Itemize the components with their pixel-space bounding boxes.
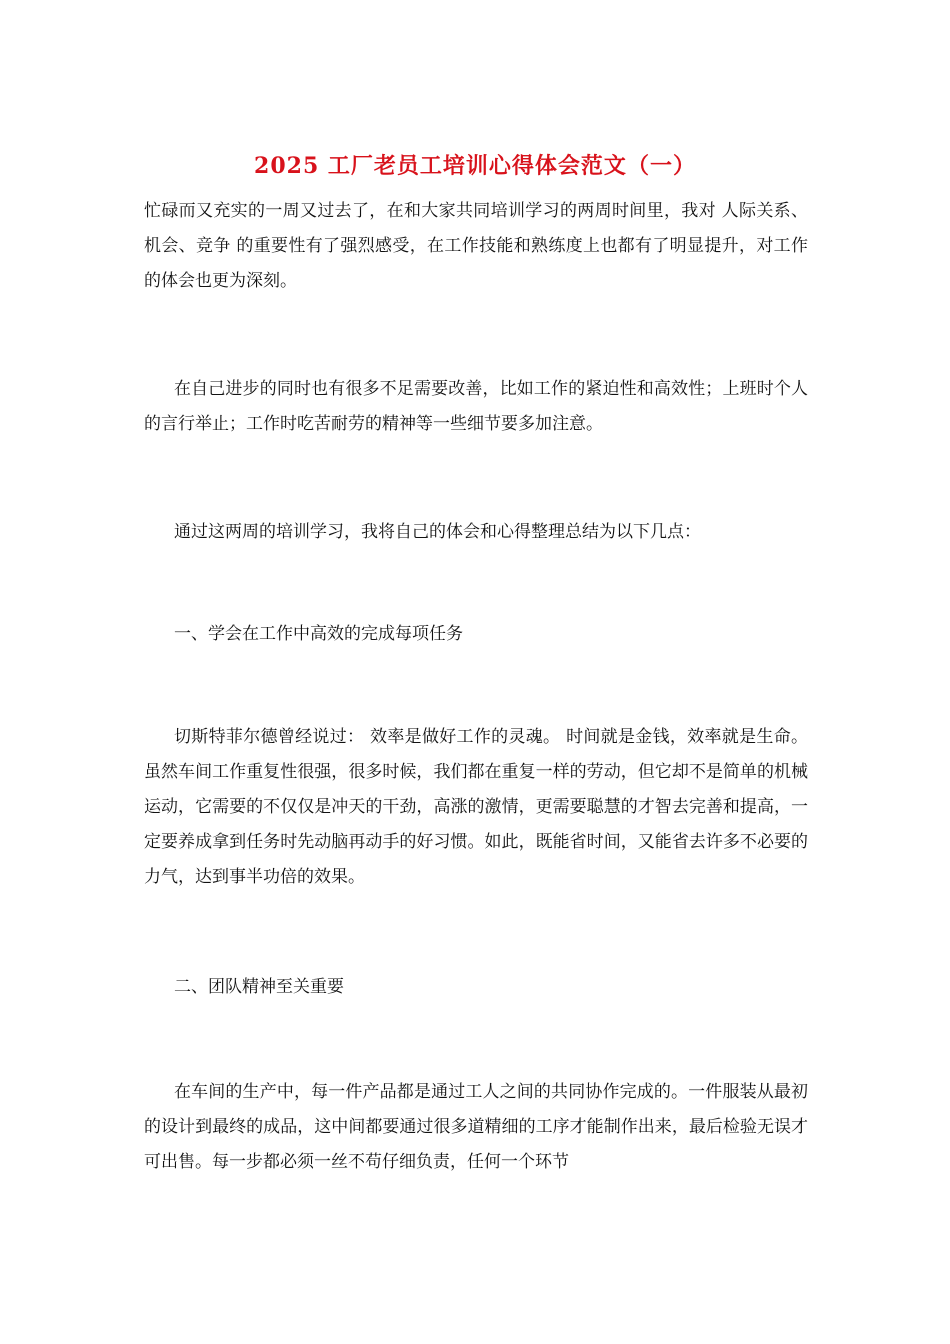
paragraph-intro: 忙碌而又充实的一周又过去了，在和大家共同培训学习的两周时间里，我对 人际关系、机会、竞争 的重要性有了强烈感受，在工作技能和熟练度上也都有了明显提升，对工作的体会也更为深刻。: [144, 201, 808, 291]
document-title: 2025 工厂老员工培训心得体会范文（一）: [254, 153, 696, 179]
section-heading-teamwork: 二、团队精神至关重要: [174, 977, 344, 997]
paragraph-summary-lead: 通过这两周的培训学习，我将自己的体会和心得整理总结为以下几点：: [174, 522, 701, 542]
section-heading-efficiency: 一、学会在工作中高效的完成每项任务: [174, 624, 463, 644]
paragraph-efficiency: 切斯特菲尔德曾经说过： 效率是做好工作的灵魂。 时间就是金钱，效率就是生命。虽然车间工作重复性很强，很多时候，我们都在重复一样的劳动，但它却不是简单的机械运动，它需要的不仅仅是冲天的干劲，高涨的激情，更需要聪慧的才智去完善和提高，一定要养成拿到任务时先动脑再动手的好习惯。如此，既能省时间，又能省去许多不必要的力气，达到事半功倍的效果。: [144, 727, 808, 887]
paragraph-shortcomings: 在自己进步的同时也有很多不足需要改善，比如工作的紧迫性和高效性；上班时个人的言行举止；工作时吃苦耐劳的精神等一些细节要多加注意。: [144, 379, 808, 434]
paragraph-teamwork: 在车间的生产中，每一件产品都是通过工人之间的共同协作完成的。一件服装从最初的设计到最终的成品，这中间都要通过很多道精细的工序才能制作出来，最后检验无误才可出售。每一步都必须一丝不苟仔细负责，任何一个环节: [144, 1082, 808, 1172]
